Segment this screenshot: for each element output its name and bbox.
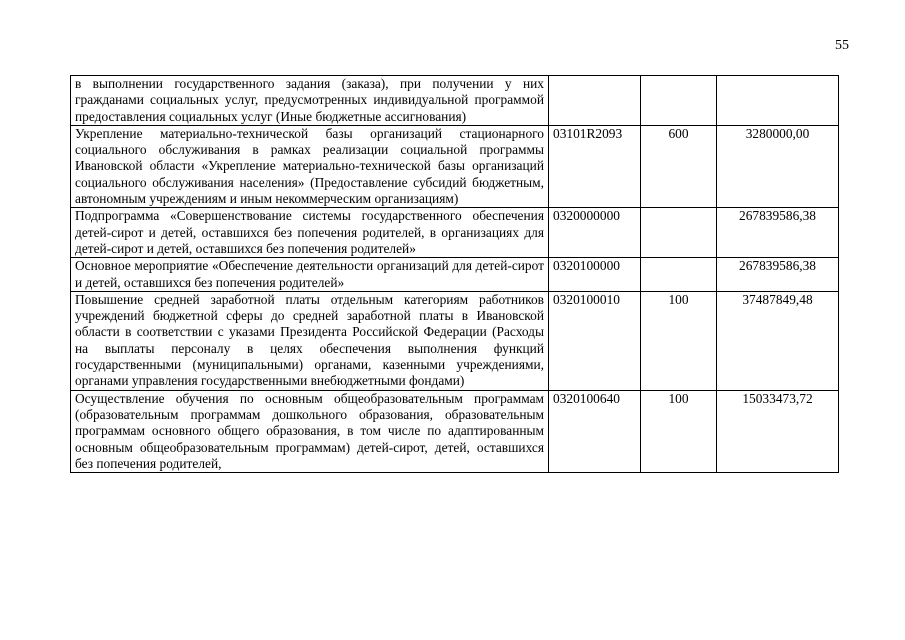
row-target-code <box>549 76 641 126</box>
budget-table <box>70 75 839 473</box>
row-description: Укрепление материально-технической базы организаций стационарного социального обслуживания в рамках реализации социальной программы Ивановской области «Укрепление материально-технической базы организаций социального обслуживания населения» (Предоставление субсидий бюджетным, автономным учреждениям и иным некоммерческим организациям) <box>71 125 549 207</box>
row-expense-type: 100 <box>641 390 717 472</box>
row-amount: 267839586,38 <box>717 258 839 292</box>
page-number: 55 <box>835 38 849 53</box>
table-row <box>71 208 839 258</box>
row-description: в выполнении государственного задания (заказа), при получении у них гражданами социальных услуг, предусмотренных индивидуальной программой предоставления социальных услуг (Иные бюджетные ассигнования) <box>71 76 549 126</box>
table-row <box>71 258 839 292</box>
row-amount: 3280000,00 <box>717 125 839 207</box>
row-target-code: 0320100000 <box>549 258 641 292</box>
row-description: Повышение средней заработной платы отдельным категориям работников учреждений бюджетной сферы до средней заработной платы в Ивановской области в соответствии с указами Президента Российской Федерации (Расходы на выплаты персоналу в целях обеспечения выполнения функций государственными (муниципальными) органами, казенными учреждениями, органами управления государственными внебюджетными фондами) <box>71 291 549 390</box>
row-expense-type: 600 <box>641 125 717 207</box>
row-amount: 267839586,38 <box>717 208 839 258</box>
table-row <box>71 125 839 207</box>
row-target-code: 0320000000 <box>549 208 641 258</box>
row-description: Осуществление обучения по основным общеобразовательным программам (образовательным программам дошкольного образования, образовательным программам основного общего образования, в том числе по адаптированным основным общеобразовательным программам) детей-сирот, детей, оставшихся без попечения родителей, <box>71 390 549 472</box>
row-description: Подпрограмма «Совершенствование системы государственного обеспечения детей-сирот и детей, оставшихся без попечения родителей, в организациях для детей-сирот и детей, оставшихся без попечения родителей» <box>71 208 549 258</box>
table-row <box>71 390 839 472</box>
row-expense-type <box>641 258 717 292</box>
row-amount: 15033473,72 <box>717 390 839 472</box>
row-expense-type <box>641 76 717 126</box>
row-target-code: 03101R2093 <box>549 125 641 207</box>
row-description: Основное мероприятие «Обеспечение деятельности организаций для детей-сирот и детей, оставшихся без попечения родителей» <box>71 258 549 292</box>
table-row <box>71 76 839 126</box>
row-target-code: 0320100010 <box>549 291 641 390</box>
table-row <box>71 291 839 390</box>
row-target-code: 0320100640 <box>549 390 641 472</box>
row-expense-type: 100 <box>641 291 717 390</box>
row-expense-type <box>641 208 717 258</box>
row-amount <box>717 76 839 126</box>
row-amount: 37487849,48 <box>717 291 839 390</box>
